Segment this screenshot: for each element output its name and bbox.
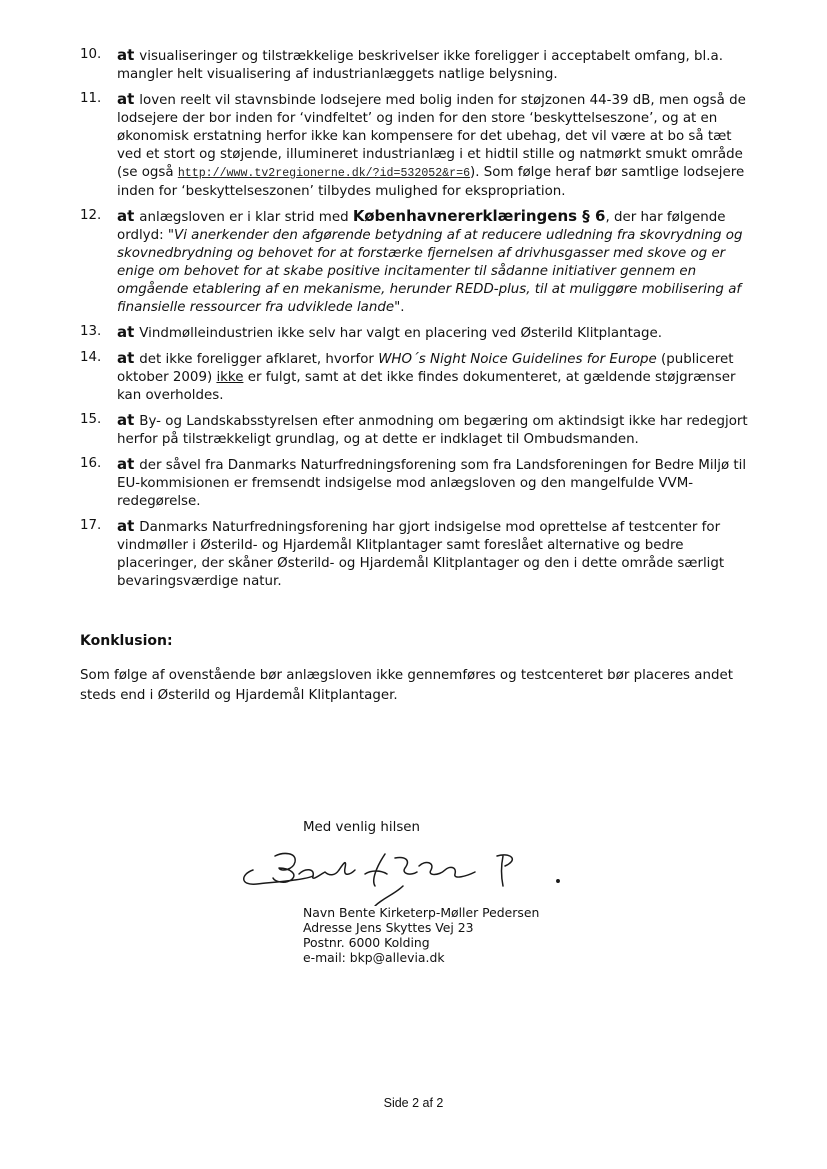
item-number: 16. xyxy=(80,456,102,471)
list-item xyxy=(80,411,760,449)
item-number: 14. xyxy=(80,350,102,365)
list-item xyxy=(80,207,760,317)
item-text: Københavnererklæringens § 6 xyxy=(352,207,606,225)
sender-street: Adresse Jens Skyttes Vej 23 xyxy=(303,920,474,935)
item-keyword: at xyxy=(117,207,135,225)
item-keyword: at xyxy=(117,46,135,64)
item-text: ikke xyxy=(216,370,244,385)
conclusion-text: Som følge af ovenstående bør anlægsloven ikke gennemføres og testcenteret bør placeres andet steds end i Østerild og Hjardemål Klitplantager. xyxy=(80,668,733,703)
item-number: 10. xyxy=(80,47,102,62)
item-text: By- og Landskabsstyrelsen efter anmodning om begæring om aktindsigt ikke har redegjort herfor på tilstrækkeligt grundlag, og at dette er indklaget til Ombudsmanden. xyxy=(117,414,748,447)
item-number: 11. xyxy=(80,91,102,106)
item-keyword: at xyxy=(117,411,135,429)
item-number: 17. xyxy=(80,518,102,533)
item-number: 12. xyxy=(80,208,102,223)
closing-greeting: Med venlig hilsen xyxy=(303,820,421,835)
sender-email: e-mail: bkp@allevia.dk xyxy=(303,950,445,965)
item-text: Danmarks Naturfredningsforening har gjort indsigelse mod oprettelse af testcenter for vindmøller i Østerild- og Hjardemål Klitplantager samt foreslået alternative og bedre placeringer, der skåner Østerild- og Hjardemål Klitplantager og den i dette område særligt bevaringsværdige natur. xyxy=(117,520,725,589)
list-item xyxy=(80,517,760,591)
item-keyword: at xyxy=(117,517,135,535)
item-text: ). Som følge heraf bør samtlige lodsejere inden for ‘beskyttelseszonen’ tilbydes mulighed for ekspropriation. xyxy=(117,165,745,199)
sender-address-block xyxy=(303,905,539,965)
item-text: "Vi anerkender den afgørende betydning af at reducere udledning fra skovrydning og skovnedbrydning og behovet for at forstærke fjernelsen af drivhusgasser med skove og er enige om behovet for at skabe positive incitamenter til sådanne initiativer gennem en omgående etablering af en mekanisme, herunder REDD-plus, til at muliggøre mobilisering af finansielle ressourcer fra udviklede lande" xyxy=(117,228,743,315)
item-text: der såvel fra Danmarks Naturfredningsforening som fra Landsforeningen for Bedre Miljø til EU-kommisionen er fremsendt indsigelse mod anlægsloven og den mangelfulde VVM-redegørelse. xyxy=(117,458,747,509)
item-text: det ikke foreligger afklaret, hvorfor xyxy=(139,352,379,367)
item-keyword: at xyxy=(117,455,135,473)
page-number-footer: Side 2 af 2 xyxy=(383,1096,444,1110)
sender-name: Navn Bente Kirketerp-Møller Pedersen xyxy=(303,905,540,920)
item-text: visualiseringer og tilstrækkelige beskrivelser ikke foreligger i acceptabelt omfang, bl.a. mangler helt visualisering af industrianlæggets natlige belysning. xyxy=(117,49,723,82)
item-text: Vindmølleindustrien ikke selv har valgt en placering ved Østerild Klitplantage. xyxy=(139,326,663,341)
item-text: anlægsloven er i klar strid med xyxy=(139,210,353,225)
item-text: . xyxy=(400,300,405,315)
item-number: 13. xyxy=(80,324,102,339)
handwritten-signature xyxy=(235,846,575,906)
item-text: (publiceret oktober 2009) xyxy=(117,352,734,385)
objection-list xyxy=(80,46,760,597)
list-item xyxy=(80,455,760,511)
item-text: er fulgt, samt at det ikke findes dokumenteret, at gældende støjgrænser kan overholdes. xyxy=(117,370,736,403)
item-keyword: at xyxy=(117,349,135,367)
item-number: 15. xyxy=(80,412,102,427)
item-text: , der har følgende ordlyd: xyxy=(117,210,726,243)
item-keyword: at xyxy=(117,90,135,108)
item-text: WHO´s Night Noice Guidelines for Europe xyxy=(378,352,657,367)
reference-link[interactable]: http://www.tv2regionerne.dk/?id=532052&r=6 xyxy=(177,167,471,180)
list-item xyxy=(80,90,760,201)
item-text: loven reelt vil stavnsbinde lodsejere med bolig inden for støjzonen 44-39 dB, men også de lodsejere der bor inden for ‘vindfeltet’ og inden for den store ‘beskyttelseszone’, og at en økonomisk erstatning herfor ikke kan kompensere for det ubehag, det vil være at bo så tæt ved et stort og støjende, illumineret industrianlæg i et hidtil stille og natmørkt smukt område (se også xyxy=(117,93,746,180)
list-item xyxy=(80,323,760,343)
list-item xyxy=(80,46,760,84)
conclusion-heading: Konklusion: xyxy=(80,633,173,649)
list-item xyxy=(80,349,760,405)
item-keyword: at xyxy=(117,323,135,341)
sender-postal: Postnr. 6000 Kolding xyxy=(303,935,430,950)
